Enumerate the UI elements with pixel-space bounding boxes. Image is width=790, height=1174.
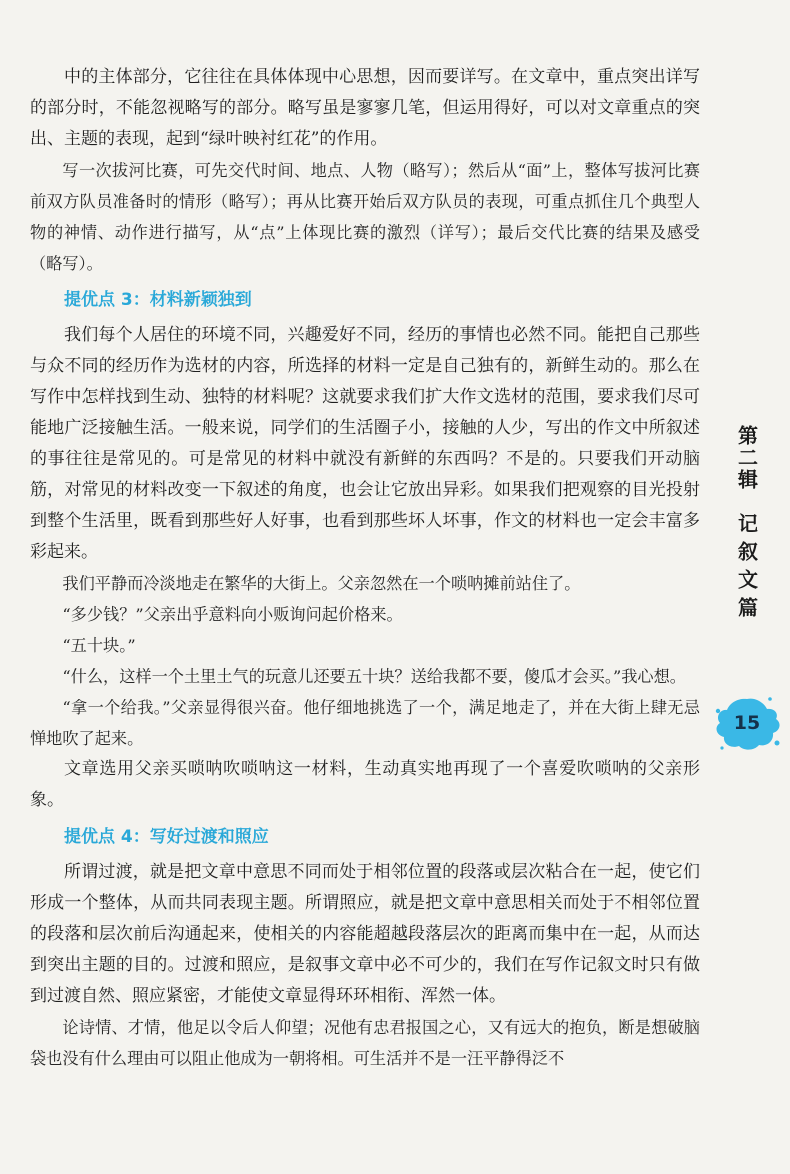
chapter-sidebar bbox=[722, 425, 772, 625]
paragraph-1: 中的主体部分，它往往在具体体现中心思想，因而要详写。在文章中，重点突出详写的部分时，不能忽视略写的部分。略写虽是寥寥几笔，但运用得好，可以对文章重点的突出、主题的表现，起到“绿叶映衬红花”的作用。 bbox=[30, 67, 700, 149]
paragraph-5: 所谓过渡，就是把文章中意思不同而处于相邻位置的段落或层次粘合在一起，使它们形成一个整体，从而共同表现主题。所谓照应，就是把文章中意思相关而处于不相邻位置的段落和层次前后沟通起来，使相关的内容能超越段落层次的距离而集中在一起，从而达到突出主题的目的。过渡和照应，是叙事文章中必不可少的，我们在写作记叙文时只有做到过渡自然、照应紧密，才能使文章显得环环相衔、浑然一体。 bbox=[30, 862, 700, 1006]
paragraph-3: 我们每个人居住的环境不同，兴趣爱好不同，经历的事情也必然不同。能把自己那些与众不同的经历作为选材的内容，所选择的材料一定是自己独有的，新鲜生动的。那么在写作中怎样找到生动、独特的材料呢？这就要求我们扩大作文选材的范围，要求我们尽可能地广泛接触生活。一般来说，同学们的生活圈子小，接触的人少，写出的作文中所叙述的事往往是常见的。可是常见的材料中就没有新鲜的东西吗？不是的。只要我们开动脑筋，对常见的材料改变一下叙述的角度，也会让它放出异彩。如果我们把观察的目光投射到整个生活里，既看到那些好人好事，也看到那些坏人坏事，作文的材料也一定会丰富多彩起来。 bbox=[30, 325, 700, 562]
page-number-badge bbox=[712, 693, 782, 753]
example-line-2: “多少钱？”父亲出乎意料向小贩询问起价格来。 bbox=[62, 605, 403, 624]
example-line-3: “五十块。” bbox=[62, 636, 136, 655]
page-number: 15 bbox=[733, 712, 761, 734]
section-heading-3: 提优点 3：材料新颖独到 bbox=[64, 290, 252, 310]
section-heading-4: 提优点 4：写好过渡和照应 bbox=[64, 827, 269, 847]
chapter-category-label: 记叙文篇 bbox=[734, 513, 759, 625]
chapter-section-label: 第二辑 bbox=[734, 425, 759, 491]
paragraph-4: 文章选用父亲买唢呐吹唢呐这一材料，生动真实地再现了一个喜爱吹唢呐的父亲形象。 bbox=[30, 759, 700, 810]
page-content bbox=[30, 62, 700, 1074]
example-paragraph-1: 写一次拔河比赛，可先交代时间、地点、人物（略写）；然后从“面”上，整体写拔河比赛前双方队员准备时的情形（略写）；再从比赛开始后双方队员的表现，可重点抓住几个典型人物的神情、动作进行描写，从“点”上体现比赛的激烈（详写）；最后交代比赛的结果及感受（略写）。 bbox=[30, 161, 700, 273]
example-line-1: 我们平静而冷淡地走在繁华的大街上。父亲忽然在一个唢呐摊前站住了。 bbox=[62, 574, 581, 593]
example-line-5: “拿一个给我。”父亲显得很兴奋。他仔细地挑选了一个，满足地走了，并在大街上肆无忌惮地吹了起来。 bbox=[30, 698, 700, 748]
example-line-4: “什么，这样一个土里土气的玩意儿还要五十块？送给我都不要，傻瓜才会买。”我心想。 bbox=[62, 667, 686, 686]
example-line-6: 论诗情、才情，他足以令后人仰望；况他有忠君报国之心，又有远大的抱负，断是想破脑袋也没有什么理由可以阻止他成为一朝将相。可生活并不是一汪平静得泛不 bbox=[30, 1018, 700, 1068]
